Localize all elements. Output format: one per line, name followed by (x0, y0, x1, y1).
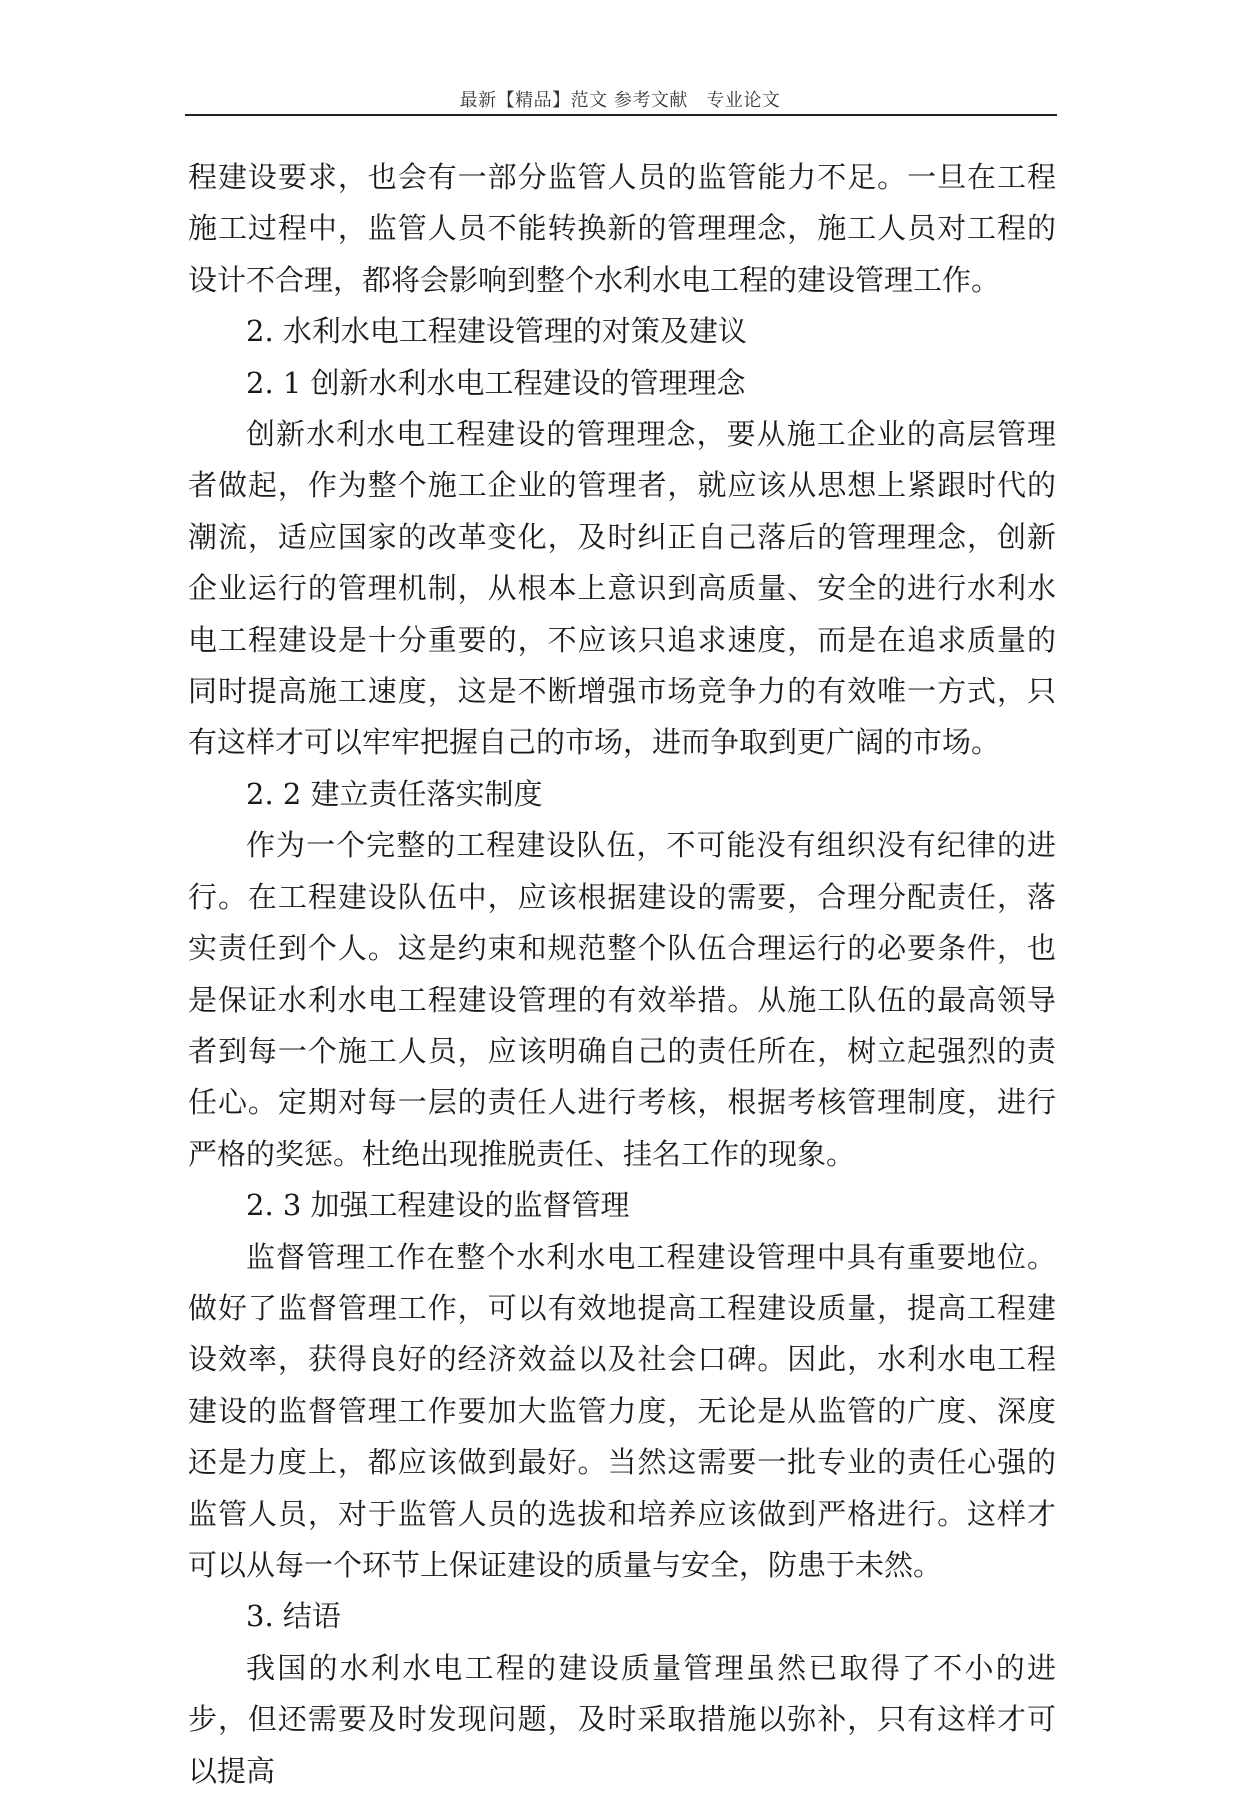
subsection-heading-2-2: 2. 2 建立责任落实制度 (246, 776, 543, 811)
section-heading-2: 2. 水利水电工程建设管理的对策及建议 (246, 314, 747, 349)
paragraph-2-1: 创新水利水电工程建设的管理理念，要从施工企业的高层管理者做起，作为整个施工企业的管理者，就应该从思想上紧跟时代的潮流，适应国家的改革变化，及时纠正自己落后的管理理念，创新企业运行的管理机制，从根本上意识到高质量、安全的进行水利水电工程建设是十分重要的，不应该只追求速度，而是在追求质量的同时提高施工速度，这是不断增强市场竞争力的有效唯一方式，只有这样才可以牢牢把握自己的市场，进而争取到更广阔的市场。 (188, 417, 1056, 760)
section-heading-3: 3. 结语 (246, 1599, 341, 1634)
header-rule (185, 114, 1057, 116)
paragraph-2-3: 监督管理工作在整个水利水电工程建设管理中具有重要地位。做好了监督管理工作，可以有效地提高工程建设质量，提高工程建设效率，获得良好的经济效益以及社会口碑。因此，水利水电工程建设的监督管理工作要加大监管力度，无论是从监管的广度、深度还是力度上，都应该做到最好。当然这需要一批专业的责任心强的监管人员，对于监管人员的选拔和培养应该做到严格进行。这样才可以从每一个环节上保证建设的质量与安全，防患于未然。 (188, 1239, 1056, 1582)
paragraph-2-2: 作为一个完整的工程建设队伍，不可能没有组织没有纪律的进行。在工程建设队伍中，应该根据建设的需要，合理分配责任，落实责任到个人。这是约束和规范整个队伍合理运行的必要条件，也是保证水利水电工程建设管理的有效举措。从施工队伍的最高领导者到每一个施工人员，应该明确自己的责任所在，树立起强烈的责任心。定期对每一层的责任人进行考核，根据考核管理制度，进行严格的奖惩。杜绝出现推脱责任、挂名工作的现象。 (188, 828, 1056, 1171)
paragraph-continuation: 程建设要求，也会有一部分监管人员的监管能力不足。一旦在工程施工过程中，监管人员不能转换新的管理理念，施工人员对工程的设计不合理，都将会影响到整个水利水电工程的建设管理工作。 (188, 160, 1056, 297)
subsection-heading-2-1: 2. 1 创新水利水电工程建设的管理理念 (246, 365, 746, 400)
subsection-heading-2-3: 2. 3 加强工程建设的监督管理 (246, 1188, 630, 1223)
body-text (188, 152, 1056, 1797)
paragraph-conclusion: 我国的水利水电工程的建设质量管理虽然已取得了不小的进步，但还需要及时发现问题，及时采取措施以弥补，只有这样才可以提高 (188, 1650, 1056, 1788)
page-header: 最新【精品】范文 参考文献 专业论文 (459, 90, 781, 111)
